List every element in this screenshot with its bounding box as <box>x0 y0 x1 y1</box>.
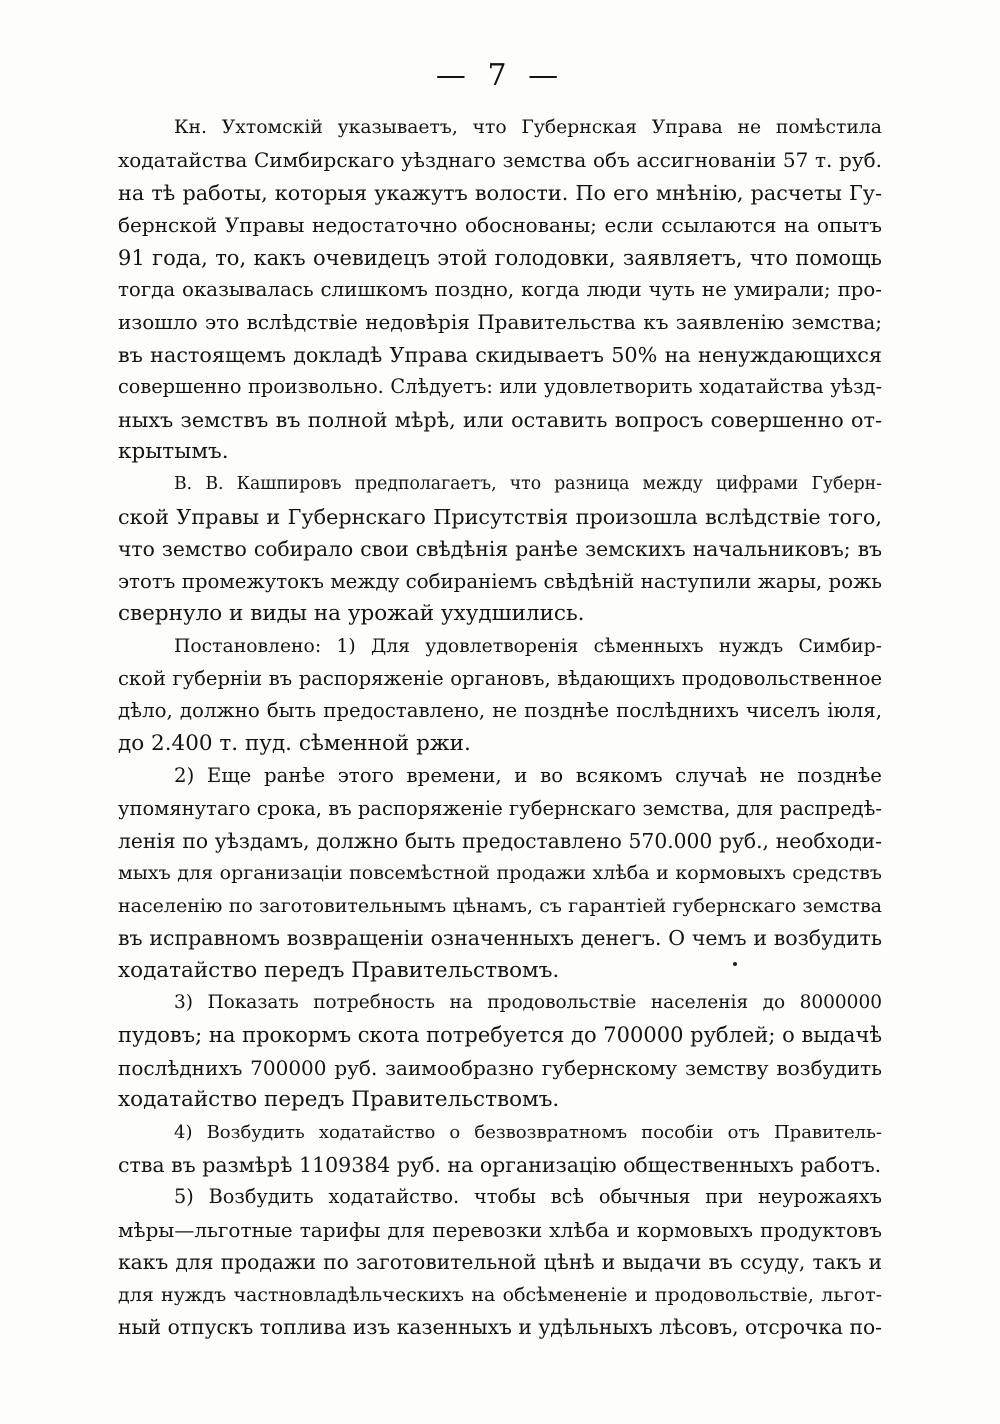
text-line: ходатайства Симбирскаго уѣзднаго земства объ ассигнованіи 57 т. руб. <box>118 148 882 173</box>
text-line: что земство собирало свои свѣдѣнія ранѣе земскихъ начальниковъ; въ <box>118 537 882 562</box>
ink-speck <box>733 962 737 966</box>
text-line: ный отпускъ топлива изъ казенныхъ и удѣльныхъ лѣсовъ, отсрочка по- <box>118 1315 882 1340</box>
text-line: ленія по уѣздамъ, должно быть предоставлено 570.000 руб., необходи- <box>118 828 882 853</box>
body-text <box>118 112 882 1343</box>
text-line: ства въ размѣрѣ 1109384 руб. на организацію общественныхъ работъ. <box>118 1153 882 1177</box>
text-line: мѣры—льготные тарифы для перевозки хлѣба и кормовыхъ продуктовъ <box>118 1217 882 1242</box>
text-line: свернуло и виды на урожай ухудшились. <box>118 601 585 627</box>
text-line: изошло это вслѣдствіе недовѣрія Правительства къ заявленію земства; <box>118 310 882 335</box>
text-line: Постановлено: 1) Для удовлетворенія сѣменныхъ нуждъ Симбир- <box>174 635 882 657</box>
text-line: тогда оказывалась слишкомъ поздно, когда люди чуть не умирали; про- <box>118 278 882 302</box>
text-line: ходатайство передъ Правительствомъ. <box>118 957 560 983</box>
text-line: ской губерніи въ распоряженіе органовъ, вѣдающихъ продовольственное <box>118 666 882 690</box>
text-line: какъ для продажи по заготовительной цѣнѣ и выдачи въ ссуду, такъ и <box>118 1250 882 1275</box>
paragraph-resolution-3 <box>118 987 882 1117</box>
text-line: 5) Возбудить ходатайство. чтобы всѣ обычныя при неурожаяхъ <box>174 1185 882 1209</box>
text-line: ской Управы и Губернскаго Присутствія произошла вслѣдствіе того, <box>118 504 882 529</box>
text-line: дѣло, должно быть предоставлено, не позднѣе послѣднихъ чиселъ іюля, <box>118 699 882 723</box>
text-line: ходатайство передъ Правительствомъ. <box>118 1087 560 1113</box>
paragraph-resolution-5 <box>118 1181 882 1343</box>
text-line: до 2.400 т. пуд. сѣменной ржи. <box>118 730 471 756</box>
paragraph-resolution-4 <box>118 1117 882 1182</box>
paragraph-resolution-2 <box>118 760 882 987</box>
text-line: 2) Еще ранѣе этого времени, и во всякомъ случаѣ не позднѣе <box>174 764 882 788</box>
text-line: въ исправномъ возвращеніи означенныхъ денегъ. О чемъ и возбудить <box>118 926 882 951</box>
text-line: В. В. Кашпировъ предполагаетъ, что разница между цифрами Губерн- <box>174 474 882 495</box>
text-line: 3) Показать потребность на продовольствіе населенія до 8000000 <box>174 991 882 1013</box>
text-line: мыхъ для организаціи повсемѣстной продажи хлѣба и кормовыхъ средствъ <box>118 862 882 885</box>
paragraph-kashpirov <box>118 468 882 630</box>
text-line: 4) Возбудить ходатайство о безвозвратномъ пособіи отъ Правитель- <box>174 1121 882 1143</box>
page-number: — 7 — <box>435 58 565 93</box>
text-line: для нуждъ частновладѣльческихъ на обсѣмененіе и продовольствіе, льгот- <box>118 1283 882 1306</box>
text-line: ныхъ земствъ въ полной мѣрѣ, или оставить вопросъ совершенно от- <box>118 407 882 432</box>
text-line: въ настоящемъ докладѣ Управа скидываетъ 50% на ненуждающихся <box>118 342 882 367</box>
text-line: этотъ промежутокъ между собираніемъ свѣдѣній наступили жары, рожь <box>118 569 882 593</box>
text-line: Кн. Ухтомскій указываетъ, что Губернская Управа не помѣстила <box>174 117 882 138</box>
paragraph-resolution-1 <box>118 631 882 761</box>
paragraph-ukhtomsky <box>118 112 882 468</box>
text-line: совершенно произвольно. Слѣдуетъ: или удовлетворить ходатайства уѣзд- <box>118 375 882 399</box>
text-line: упомянутаго срока, въ распоряженіе губернскаго земства, для распредѣ- <box>118 796 882 820</box>
text-line: населенію по заготовительнымъ цѣнамъ, съ гарантіей губернскаго земства <box>118 894 882 917</box>
text-line: послѣднихъ 700000 руб. заимообразно губернскому земству возбудить <box>118 1055 882 1080</box>
text-line: крытымъ. <box>118 439 229 465</box>
text-line: пудовъ; на прокормъ скота потребуется до 700000 рублей; о выдачѣ <box>118 1023 882 1048</box>
text-line: на тѣ работы, которыя укажутъ волости. По его мнѣнію, расчеты Гу- <box>118 180 882 205</box>
text-line: бернской Управы недостаточно обоснованы; если ссылаются на опытъ <box>118 213 882 238</box>
text-line: 91 года, то, какъ очевидецъ этой голодовки, заявляетъ, что помощь <box>118 245 882 270</box>
